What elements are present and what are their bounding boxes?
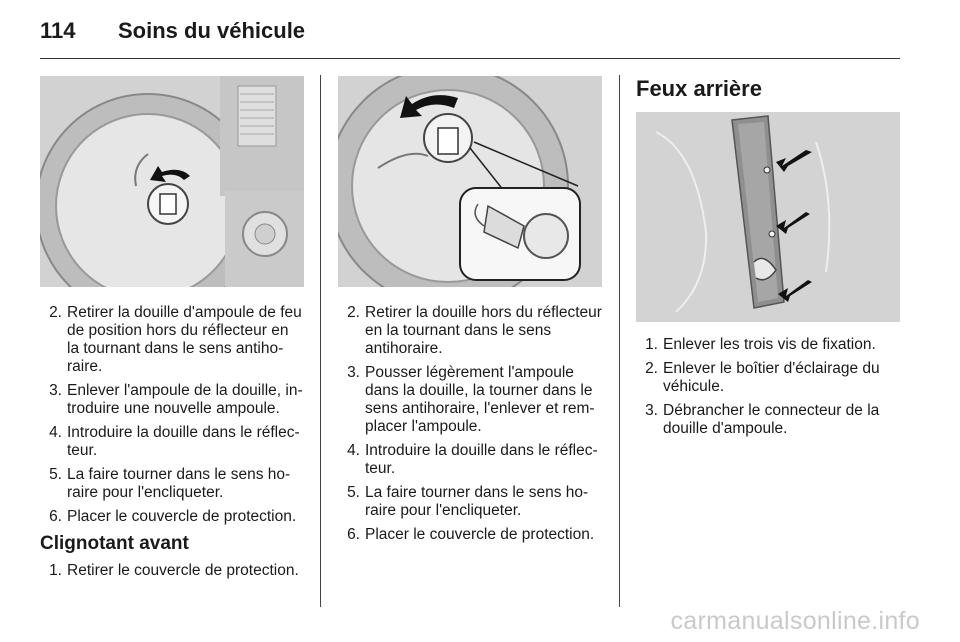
figure-headlamp-socket (40, 76, 304, 287)
step-text: La faire tourner dans le sens horaire pour l'encliqueter. (365, 484, 589, 519)
step-number: 1. (645, 336, 658, 353)
list-item (40, 562, 304, 580)
step-text: Retirer la douille hors du réflecteur en la tournant dans le sens antihoraire. (365, 304, 602, 357)
step-text: Placer le couvercle de protection. (67, 508, 297, 525)
step-text: La faire tourner dans le sens horaire pour l'encliqueter. (67, 466, 291, 501)
step-text: Introduire la douille dans le réflecteur. (365, 442, 598, 477)
headlamp-socket-illustration (40, 76, 304, 287)
step-text: Enlever l'ampoule de la douille, introduire une nouvelle ampoule. (67, 382, 303, 417)
list-item (40, 466, 304, 502)
page-header (40, 18, 305, 44)
step-text: Enlever le boîtier d'éclairage du véhicule. (663, 360, 880, 395)
column1-sub-steps (40, 562, 304, 586)
column3-steps (636, 336, 900, 444)
step-number: 3. (645, 402, 658, 419)
step-text: Placer le couvercle de protection. (365, 526, 595, 543)
column1-steps (40, 304, 304, 532)
list-item (636, 360, 900, 396)
list-item (40, 382, 304, 418)
step-number: 1. (49, 562, 62, 579)
step-text: Pousser légèrement l'ampoule dans la douille, la tourner dans le sens antihoraire, l'enlever et remplacer l'ampoule. (365, 364, 595, 435)
step-number: 2. (347, 304, 360, 321)
list-item (40, 304, 304, 376)
step-number: 4. (347, 442, 360, 459)
section-heading-feux-arriere: Feux arrière (636, 76, 762, 101)
list-item (338, 364, 604, 436)
step-number: 4. (49, 424, 62, 441)
section-title: Soins du véhicule (118, 18, 306, 43)
watermark: carmanualsonline.info (670, 607, 920, 635)
list-item (40, 508, 304, 526)
list-item (338, 442, 604, 478)
step-number: 5. (347, 484, 360, 501)
page-number: 114 (40, 18, 76, 43)
column-divider-1 (320, 75, 321, 607)
header-rule (40, 58, 900, 59)
list-item (636, 336, 900, 354)
list-item (338, 484, 604, 520)
step-text: Retirer le couvercle de protection. (67, 562, 299, 579)
step-number: 2. (49, 304, 62, 321)
list-item (636, 402, 900, 438)
column2-steps (338, 304, 604, 550)
step-text: Débrancher le connecteur de la douille d'ampoule. (663, 402, 880, 437)
step-text: Enlever les trois vis de fixation. (663, 336, 876, 353)
step-number: 2. (645, 360, 658, 377)
list-item (338, 304, 604, 358)
step-text: Retirer la douille d'ampoule de feu de position hors du réflecteur en la tournant dans le sens antihoraire. (67, 304, 302, 375)
list-item (40, 424, 304, 460)
socket-rotation-illustration (338, 76, 602, 287)
figure-socket-rotation (338, 76, 602, 287)
step-number: 5. (49, 466, 62, 483)
column-divider-2 (619, 75, 620, 607)
figure-rear-light-screws (636, 112, 900, 322)
step-number: 6. (49, 508, 62, 525)
rear-light-illustration (636, 112, 900, 322)
step-number: 3. (347, 364, 360, 381)
step-text: Introduire la douille dans le réflecteur. (67, 424, 300, 459)
step-number: 3. (49, 382, 62, 399)
step-number: 6. (347, 526, 360, 543)
list-item (338, 526, 604, 544)
subheading-clignotant-avant: Clignotant avant (40, 533, 189, 554)
